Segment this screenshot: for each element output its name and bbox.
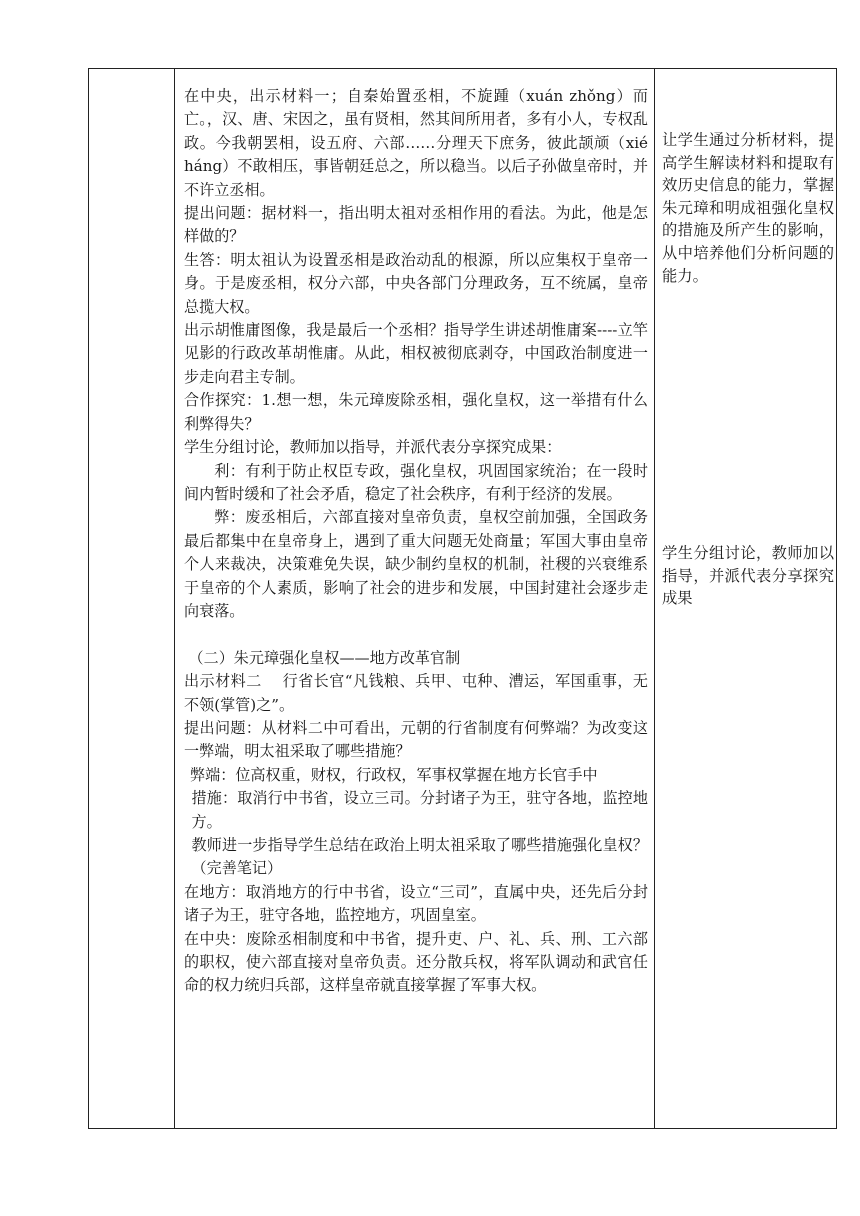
lesson-plan-table bbox=[88, 68, 837, 1129]
teaching-process-column bbox=[184, 85, 653, 998]
activity-note-text: 学生分组讨论，教师加以指导，并派代表分享探究成果 bbox=[662, 544, 834, 608]
activity-note bbox=[662, 542, 834, 610]
local-measures-paragraph: 在地方：取消地方的行中书省，设立“三司”，直属中央，还先后分封诸子为王，驻守各地，监控地方，巩固皇室。 bbox=[184, 882, 648, 925]
design-intent-note bbox=[662, 129, 834, 287]
hu-weiyong-paragraph: 出示胡惟庸图像，我是最后一个丞相？指导学生讲述胡惟庸案----立竿见影的行政改革胡惟庸。从此，相权被彻底剥夺，中国政治制度进一步走向君主专制。 bbox=[184, 321, 648, 386]
teacher-summary-paragraph: 教师进一步指导学生总结在政治上明太祖采取了哪些措施强化皇权？（完善笔记） bbox=[191, 835, 648, 878]
disadvantages-paragraph: 弊：废丞相后，六部直接对皇帝负责，皇权空前加强，全国政务最后都集中在皇帝身上，遇到了重大问题无处商量；军国大事由皇帝个人来裁决，决策难免失误，缺少制约皇权的机制，社稷的兴衰维系于皇帝的个人素质，影响了社会的进步和发展，中国封建社会逐步走向衰落。 bbox=[184, 508, 648, 620]
material-two-paragraph: 出示材料二 行省长官“凡钱粮、兵甲、屯种、漕运，军国重事，无不领(掌管)之”。 bbox=[184, 672, 648, 714]
section-two-heading: （二）朱元璋强化皇权——地方改革官制 bbox=[188, 648, 461, 667]
advantages-paragraph: 利：有利于防止权臣专政，强化皇权，巩固国家统治；在一段时间内暂时缓和了社会矛盾，稳定了社会秩序，有利于经济的发展。 bbox=[184, 461, 648, 503]
design-intent-text: 让学生通过分析材料，提高学生解读材料和提取有效历史信息的能力，掌握朱元璋和明成祖强化皇权的措施及所产生的影响，从中培养他们分析问题的能力。 bbox=[662, 131, 834, 285]
column-divider-left bbox=[174, 69, 175, 1128]
column-divider-right bbox=[654, 69, 655, 1128]
drawback-paragraph: 弊端：位高权重，财权，行政权，军事权掌握在地方长官手中 bbox=[190, 765, 598, 784]
central-measures-paragraph: 在中央：废除丞相制度和中书省，提升吏、户、礼、兵、刑、工六部的职权，使六部直接对皇帝负责。还分散兵权，将军队调动和武官任命的权力统归兵部，这样皇帝就直接掌握了军事大权。 bbox=[184, 929, 648, 995]
student-answer-paragraph: 生答：明太祖认为设置丞相是政治动乱的根源，所以应集权于皇帝一身。于是废丞相，权分六部，中央各部门分理政务，互不统属，皇帝总揽大权。 bbox=[184, 250, 648, 316]
paragraph-gap bbox=[184, 623, 648, 646]
question-two-paragraph: 提出问题：从材料二中可看出，元朝的行省制度有何弊端？为改变这一弊端，明太祖采取了哪些措施？ bbox=[184, 718, 648, 761]
question-one-paragraph: 提出问题：据材料一，指出明太祖对丞相作用的看法。为此，他是怎样做的？ bbox=[184, 204, 648, 246]
group-discussion-paragraph: 学生分组讨论，教师加以指导，并派代表分享探究成果： bbox=[184, 438, 562, 457]
material-one-paragraph: 在中央，出示材料一；自秦始置丞相，不旋踵（xuán zhǒng）而亡。，汉、唐、宋因之，虽有贤相，然其间所用者，多有小人，专权乱政。今我朝罢相，设五府、六部……分理天下庶务，彼此颉颃（xié háng）不敢相压，事皆朝廷总之，所以稳当。以后子孙做皇帝时，并不许立丞相。 bbox=[184, 87, 653, 199]
measures-paragraph: 措施：取消行中书省，设立三司。分封诸子为王，驻守各地，监控地方。 bbox=[191, 789, 648, 831]
cooperative-inquiry-paragraph: 合作探究：1.想一想，朱元璋废除丞相，强化皇权，这一举措有什么利弊得失？ bbox=[184, 391, 648, 433]
